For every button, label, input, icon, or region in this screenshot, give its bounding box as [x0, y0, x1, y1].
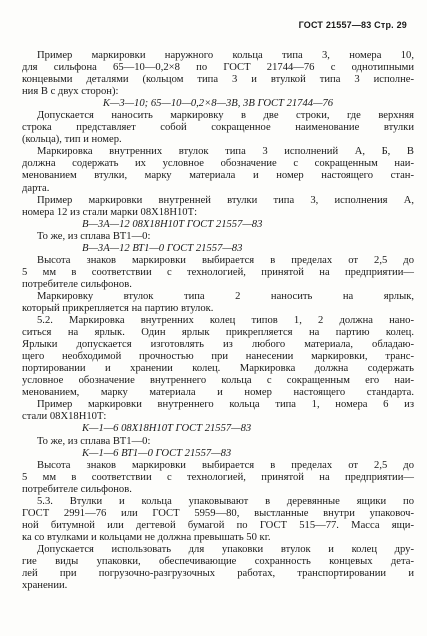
- text-line: дарта.: [22, 182, 50, 194]
- text-line: 5.2. Маркировка внутренних колец типов 1, 2 должна нано-: [37, 315, 414, 327]
- text-line: В—3А—12 08Х18Н10Т ГОСТ 21557—83: [82, 218, 263, 230]
- text-line: потребителе сильфонов.: [22, 278, 132, 290]
- text-line: То же, из сплава ВТ1—0:: [37, 435, 151, 447]
- text-line: 5 мм в соответствии с технологией, принятой на предприятии—: [22, 471, 414, 483]
- text-line: 5.3. Втулки и кольца упаковывают в деревянные ящики по: [37, 495, 414, 507]
- text-line: номера 12 из стали марки 08Х18Н10Т:: [22, 206, 198, 218]
- text-line: менованием втулки, марку материала и номер настоящего стан-: [22, 170, 414, 182]
- text-line: строка представляет собой сокращенное наименование втулки: [22, 122, 414, 134]
- text-line: К—3—10; 65—10—0,2×8—3В, 3В ГОСТ 21744—76: [102, 98, 334, 110]
- text-line: условное обозначение внутреннего кольца с сокращенным его наи-: [22, 375, 414, 387]
- text-line: Пример маркировки внутренней втулки типа 3, исполнения А,: [37, 194, 414, 206]
- text-line: ния В с двух сторон):: [22, 86, 119, 98]
- text-line: портировании и хранении колец. Маркировка должна содержать: [22, 363, 414, 375]
- text-line: потребителе сильфонов.: [22, 483, 132, 495]
- text-line: В—3А—12 ВТ1—0 ГОСТ 21557—83: [82, 242, 243, 254]
- text-line: То же, из сплава ВТ1—0:: [37, 230, 151, 242]
- text-line: Высота знаков маркировки выбирается в пределах от 2,5 до: [37, 459, 414, 471]
- text-line: менованием, марку материала и номер настоящего стандарта.: [22, 387, 414, 399]
- text-line: (кольца), тип и номер.: [22, 134, 122, 146]
- text-line: хранении.: [22, 580, 68, 592]
- text-line: щего необходимой прочностью при нанесении маркировки, транс-: [22, 351, 414, 363]
- text-line: должна содержать их условное обозначение с сокращенным наи-: [22, 158, 414, 170]
- text-line: Высота знаков маркировки выбирается в пределах от 2,5 до: [37, 254, 414, 266]
- text-line: стали 08Х18Н10Т:: [22, 411, 107, 423]
- document-body: [22, 50, 414, 592]
- text-line: который прикрепляется на партию втулок.: [22, 302, 214, 314]
- text-line: концевыми деталями (кольцом типа 3 и втулкой типа 3 исполне-: [22, 74, 414, 86]
- text-line: Допускается использовать для упаковки втулок и колец дру-: [37, 543, 414, 555]
- text-line: Допускается наносить маркировку в две строки, где верхняя: [37, 110, 414, 122]
- text-line: К—1—6 ВТ1—0 ГОСТ 21557—83: [82, 447, 232, 459]
- text-line: гие виды упаковки, обеспечивающие сохранность концевых дета-: [22, 555, 414, 567]
- text-line: 5 мм в соответствии с технологией, принятой на предприятии—: [22, 266, 414, 278]
- text-line: Пример маркировки наружного кольца типа 3, номера 10,: [37, 50, 414, 61]
- text-line: ка со втулками и кольцами не должна превышать 50 кг.: [22, 531, 271, 543]
- text-line: ГОСТ 2991—76 или ГОСТ 5959—80, выстланные внутри упаковоч-: [22, 507, 414, 519]
- text-line: Пример маркировки внутреннего кольца типа 1, номера 6 из: [37, 399, 414, 411]
- text-line: ситься на ярлык. Один ярлык прикрепляется на партию колец.: [22, 327, 414, 339]
- text-line: Маркировку втулок типа 2 наносить на ярлык,: [37, 290, 414, 302]
- page-header: ГОСТ 21557—83 Стр. 29: [298, 20, 407, 30]
- text-line: К—1—6 08Х18Н10Т ГОСТ 21557—83: [82, 423, 252, 435]
- text-line: ной битумной или дегтевой бумагой по ГОСТ 515—77. Масса ящи-: [22, 519, 414, 531]
- text-line: Ярлыки допускается изготовлять из любого материала, обладаю-: [22, 339, 414, 351]
- text-line: лей при погрузочно-разгрузочных работах, транспортировании и: [22, 568, 414, 580]
- text-line: для сильфона 65—10—0,2×8 по ГОСТ 21744—76 с однотипными: [22, 62, 414, 74]
- text-line: Маркировка внутренних втулок типа 3 исполнений А, Б, В: [37, 146, 414, 158]
